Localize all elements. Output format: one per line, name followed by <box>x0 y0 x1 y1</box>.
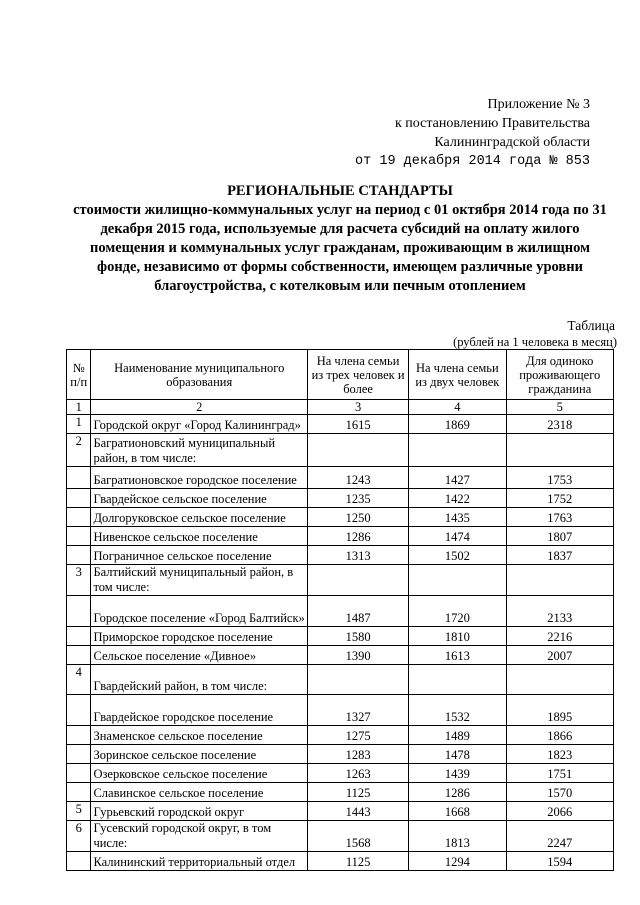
value-single: 2007 <box>506 646 613 665</box>
municipality-name: Знаменское сельское поселение <box>91 726 308 745</box>
value-single <box>506 434 613 467</box>
row-index <box>67 695 91 726</box>
table-row <box>67 852 614 871</box>
table-row <box>67 596 614 627</box>
municipality-name: Багратионовский муниципальный район, в том числе: <box>91 434 308 467</box>
header-row <box>67 350 614 400</box>
appendix-label: Приложение № 3 <box>487 97 590 112</box>
municipality-name: Приморское городское поселение <box>91 627 308 646</box>
value-single: 1753 <box>506 467 613 489</box>
table-row <box>67 627 614 646</box>
value-single: 1752 <box>506 489 613 508</box>
column-number-row <box>67 400 614 415</box>
row-index <box>67 489 91 508</box>
value-three-plus: 1243 <box>308 467 409 489</box>
value-two: 1286 <box>409 783 506 802</box>
table-row <box>67 434 614 467</box>
value-three-plus: 1235 <box>308 489 409 508</box>
value-single: 1751 <box>506 764 613 783</box>
table-row <box>67 695 614 726</box>
table-row <box>67 565 614 596</box>
value-single: 2133 <box>506 596 613 627</box>
value-two: 1668 <box>409 802 506 821</box>
value-single: 2318 <box>506 415 613 434</box>
row-index <box>67 726 91 745</box>
row-index <box>67 596 91 627</box>
value-three-plus: 1263 <box>308 764 409 783</box>
value-two: 1720 <box>409 596 506 627</box>
row-index <box>67 467 91 489</box>
value-three-plus: 1487 <box>308 596 409 627</box>
col-header-single: Для одиноко проживающего гражданина <box>506 350 613 400</box>
table-row <box>67 726 614 745</box>
col-header-name: Наименование муниципального образования <box>91 350 308 400</box>
document-header <box>355 95 590 171</box>
value-single: 1570 <box>506 783 613 802</box>
municipality-name: Долгоруковское сельское поселение <box>91 508 308 527</box>
value-single: 2247 <box>506 821 613 852</box>
row-index: 5 <box>67 802 91 821</box>
standards-table <box>66 349 614 871</box>
unit-note: (рублей на 1 человека в месяц) <box>453 335 617 349</box>
table-row <box>67 546 614 565</box>
value-three-plus: 1286 <box>308 527 409 546</box>
order-date: от 19 декабря 2014 года № 853 <box>355 154 590 169</box>
table-row <box>67 764 614 783</box>
table-row <box>67 415 614 434</box>
column-number: 5 <box>506 400 613 415</box>
table-body <box>67 415 614 871</box>
value-two <box>409 665 506 695</box>
value-two: 1294 <box>409 852 506 871</box>
value-three-plus <box>308 565 409 596</box>
municipality-name: Багратионовское городское поселение <box>91 467 308 489</box>
table-row <box>67 745 614 764</box>
municipality-name: Гусевский городской округ, в том числе: <box>91 821 308 852</box>
title-subtitle: стоимости жилищно-коммунальных услуг на период с 01 октября 2014 года по 31 декабря 2015 года, используемые для расчета субсидий на оплату жилого помещения и коммунальных услуг гражданам, проживающим в жилищном фонде, независимо от формы собственности, имеющем различные уровни благоустройства, с котелковым или печным отоплением <box>73 202 607 294</box>
row-index: 4 <box>67 665 91 695</box>
col-header-two: На члена семьи из двух человек <box>409 350 506 400</box>
row-index <box>67 527 91 546</box>
municipality-name: Пограничное сельское поселение <box>91 546 308 565</box>
value-single <box>506 665 613 695</box>
value-two: 1478 <box>409 745 506 764</box>
value-single: 1823 <box>506 745 613 764</box>
row-index: 2 <box>67 434 91 467</box>
value-three-plus <box>308 434 409 467</box>
row-index <box>67 764 91 783</box>
municipality-name: Гвардейское городское поселение <box>91 695 308 726</box>
column-number: 3 <box>308 400 409 415</box>
row-index <box>67 783 91 802</box>
row-index <box>67 852 91 871</box>
row-index <box>67 546 91 565</box>
row-index: 1 <box>67 415 91 434</box>
column-number: 4 <box>409 400 506 415</box>
col-header-three-plus: На члена семьи из трех человек и более <box>308 350 409 400</box>
value-two: 1435 <box>409 508 506 527</box>
municipality-name: Городской округ «Город Калининград» <box>91 415 308 434</box>
value-three-plus: 1568 <box>308 821 409 852</box>
col-header-num: № п/п <box>67 350 91 400</box>
resolution-label: к постановлению Правительства <box>394 116 590 131</box>
value-two: 1813 <box>409 821 506 852</box>
column-number: 2 <box>91 400 308 415</box>
value-two <box>409 434 506 467</box>
row-index <box>67 627 91 646</box>
table-row <box>67 665 614 695</box>
table-row <box>67 646 614 665</box>
value-three-plus: 1313 <box>308 546 409 565</box>
value-two: 1427 <box>409 467 506 489</box>
table-row <box>67 802 614 821</box>
municipality-name: Гурьевский городской округ <box>91 802 308 821</box>
municipality-name: Калининский территориальный отдел <box>91 852 308 871</box>
value-three-plus: 1580 <box>308 627 409 646</box>
column-number: 1 <box>67 400 91 415</box>
value-single: 1895 <box>506 695 613 726</box>
value-three-plus: 1443 <box>308 802 409 821</box>
value-three-plus: 1125 <box>308 783 409 802</box>
value-single: 1866 <box>506 726 613 745</box>
value-two: 1613 <box>409 646 506 665</box>
value-single: 1837 <box>506 546 613 565</box>
value-three-plus: 1390 <box>308 646 409 665</box>
value-three-plus: 1250 <box>308 508 409 527</box>
row-index: 6 <box>67 821 91 852</box>
value-two: 1439 <box>409 764 506 783</box>
value-three-plus: 1275 <box>308 726 409 745</box>
document-title <box>70 182 610 296</box>
municipality-name: Озерковское сельское поселение <box>91 764 308 783</box>
value-single: 2216 <box>506 627 613 646</box>
municipality-name: Гвардейское сельское поселение <box>91 489 308 508</box>
value-single: 2066 <box>506 802 613 821</box>
municipality-name: Городское поселение «Город Балтийск» <box>91 596 308 627</box>
value-single: 1594 <box>506 852 613 871</box>
table-row <box>67 527 614 546</box>
value-two: 1869 <box>409 415 506 434</box>
title-main: РЕГИОНАЛЬНЫЕ СТАНДАРТЫ <box>227 183 453 199</box>
value-two: 1502 <box>409 546 506 565</box>
municipality-name: Славинское сельское поселение <box>91 783 308 802</box>
municipality-name: Сельское поселение «Дивное» <box>91 646 308 665</box>
table-row <box>67 508 614 527</box>
row-index <box>67 646 91 665</box>
value-single: 1807 <box>506 527 613 546</box>
value-three-plus: 1327 <box>308 695 409 726</box>
value-two: 1532 <box>409 695 506 726</box>
value-three-plus: 1125 <box>308 852 409 871</box>
row-index <box>67 745 91 764</box>
municipality-name: Балтийский муниципальный район, в том числе: <box>91 565 308 596</box>
table-row <box>67 783 614 802</box>
row-index <box>67 508 91 527</box>
value-single: 1763 <box>506 508 613 527</box>
value-single <box>506 565 613 596</box>
value-three-plus: 1283 <box>308 745 409 764</box>
row-index: 3 <box>67 565 91 596</box>
value-two: 1422 <box>409 489 506 508</box>
value-two <box>409 565 506 596</box>
value-three-plus: 1615 <box>308 415 409 434</box>
value-two: 1474 <box>409 527 506 546</box>
table-label: Таблица <box>567 318 615 333</box>
table-row <box>67 489 614 508</box>
region-label: Калининградской области <box>434 135 590 150</box>
municipality-name: Гвардейский район, в том числе: <box>91 665 308 695</box>
table-row <box>67 821 614 852</box>
value-three-plus <box>308 665 409 695</box>
value-two: 1489 <box>409 726 506 745</box>
municipality-name: Нивенское сельское поселение <box>91 527 308 546</box>
municipality-name: Зоринское сельское поселение <box>91 745 308 764</box>
table-row <box>67 467 614 489</box>
value-two: 1810 <box>409 627 506 646</box>
